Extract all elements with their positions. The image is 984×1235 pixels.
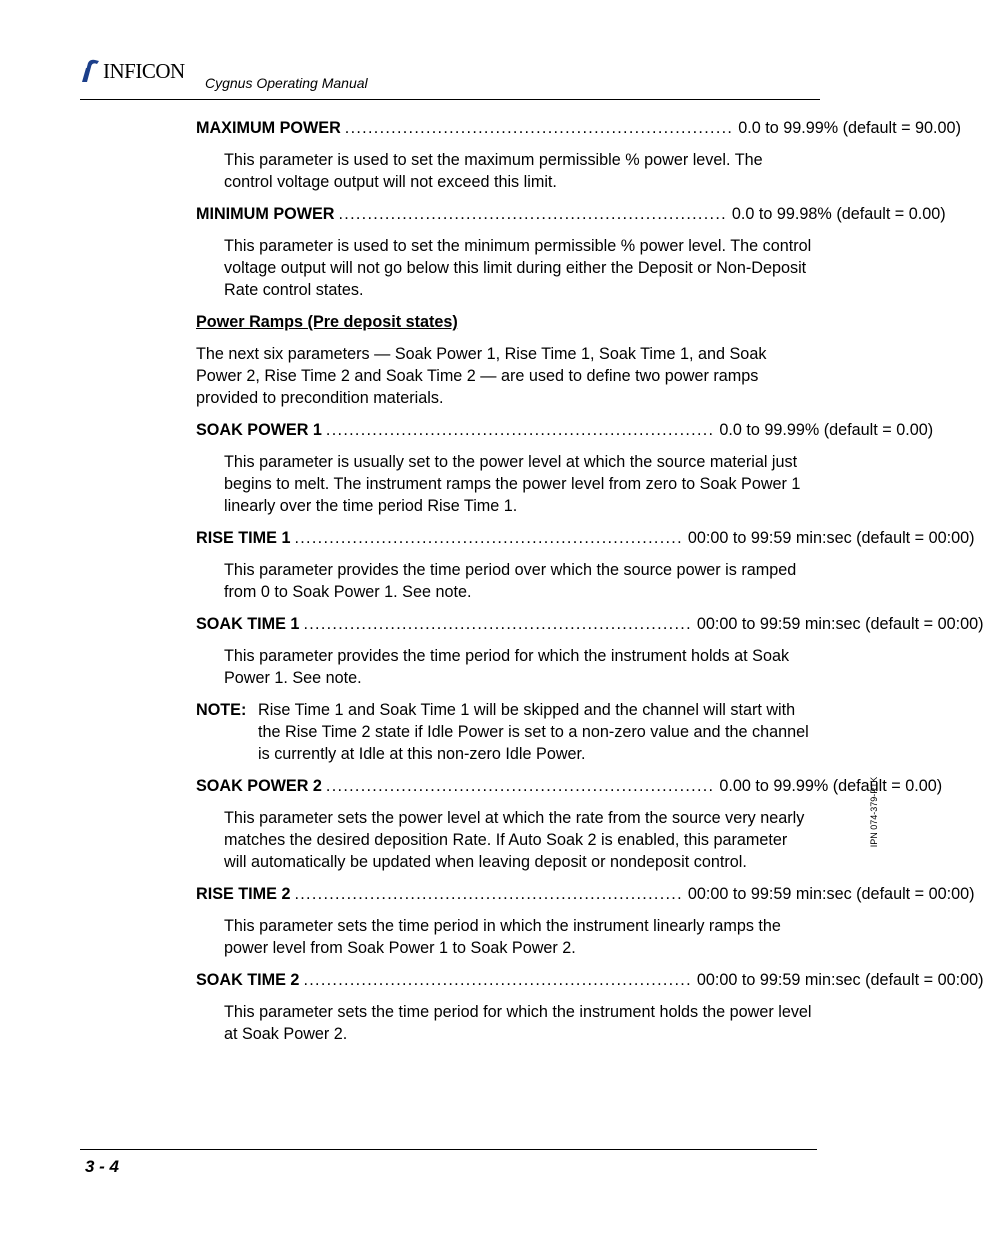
header-rule [80, 99, 820, 100]
param-range: 00:00 to 99:59 min:sec (default = 00:00) [696, 971, 984, 989]
param-rise-time-1 [196, 527, 975, 549]
note-block [196, 699, 816, 765]
param-rise-time-2 [196, 883, 975, 905]
manual-title: Cygnus Operating Manual [205, 75, 368, 91]
dot-leader: ................................................................... [303, 971, 692, 989]
param-soak-power-2 [196, 775, 943, 797]
param-range: 0.0 to 99.99% (default = 90.00) [738, 119, 961, 137]
param-name: SOAK TIME 1 [196, 615, 300, 633]
param-description: This parameter sets the time period in which the instrument linearly ramps the power level from Soak Power 1 to Soak Power 2. [224, 917, 781, 957]
param-description: This parameter is used to set the maximum permissible % power level. The control voltage output will not exceed this limit. [224, 151, 763, 191]
param-range: 0.0 to 99.99% (default = 0.00) [719, 421, 934, 439]
param-soak-time-2 [196, 969, 984, 991]
param-range: 0.0 to 99.98% (default = 0.00) [731, 205, 946, 223]
param-description: This parameter is usually set to the power level at which the source material just begins to melt. The instrument ramps the power level from zero to Soak Power 1 linearly over the time period Rise Time 1. [224, 453, 801, 515]
dot-leader: ................................................................... [294, 529, 683, 547]
param-name: RISE TIME 2 [196, 885, 291, 903]
param-range: 00:00 to 99:59 min:sec (default = 00:00) [696, 615, 984, 633]
dot-leader: ................................................................... [325, 777, 715, 795]
param-description: This parameter provides the time period over which the source power is ramped from 0 to Soak Power 1. See note. [224, 561, 797, 601]
param-soak-time-1 [196, 613, 984, 635]
dot-leader: ................................................................... [344, 119, 734, 137]
dot-leader: ................................................................... [338, 205, 727, 223]
param-name: SOAK TIME 2 [196, 971, 300, 989]
page-number: 3 - 4 [85, 1157, 120, 1176]
param-minimum-power [196, 203, 946, 225]
param-name: SOAK POWER 1 [196, 421, 322, 439]
inficon-logo [80, 58, 185, 84]
param-range: 0.00 to 99.99% (default = 0.00) [719, 777, 943, 795]
logo-text: INFICON [103, 58, 185, 83]
param-description: This parameter sets the power level at which the rate from the source very nearly matches the desired deposition Rate. If Auto Soak 2 is enabled, this parameter will automatically be updated when leaving deposit or nondeposit control. [224, 809, 805, 871]
param-name: SOAK POWER 2 [196, 777, 322, 795]
footer-rule [80, 1149, 817, 1150]
note-text: Rise Time 1 and Soak Time 1 will be skipped and the channel will start with the Rise Time 2 state if Idle Power is set to a non-zero value and the channel is currently at Idle at this non-zero Idle Power. [258, 701, 809, 763]
dot-leader: ................................................................... [325, 421, 715, 439]
param-range: 00:00 to 99:59 min:sec (default = 00:00) [687, 529, 975, 547]
param-name: RISE TIME 1 [196, 529, 291, 547]
note-label: NOTE: [196, 701, 247, 719]
inficon-logo-icon [80, 59, 100, 83]
param-name: MAXIMUM POWER [196, 119, 341, 137]
dot-leader: ................................................................... [294, 885, 683, 903]
param-name: MINIMUM POWER [196, 205, 335, 223]
param-description: This parameter sets the time period for which the instrument holds the power level at Soak Power 2. [224, 1003, 812, 1043]
param-description: This parameter provides the time period for which the instrument holds at Soak Power 1. See note. [224, 647, 790, 687]
param-range: 00:00 to 99:59 min:sec (default = 00:00) [687, 885, 975, 903]
ipn-text: IPN 074-379-P1K [869, 776, 879, 848]
intro-paragraph: The next six parameters — Soak Power 1, Rise Time 1, Soak Time 1, and Soak Power 2, Rise Time 2 and Soak Time 2 — are used to define two power ramps provided to precondition materials. [196, 345, 767, 407]
section-heading: Power Ramps (Pre deposit states) [196, 313, 458, 331]
dot-leader: ................................................................... [303, 615, 692, 633]
param-description: This parameter is used to set the minimum permissible % power level. The control voltage output will not go below this limit during either the Deposit or Non-Deposit Rate control states. [224, 237, 812, 299]
param-maximum-power [196, 117, 961, 139]
param-soak-power-1 [196, 419, 934, 441]
